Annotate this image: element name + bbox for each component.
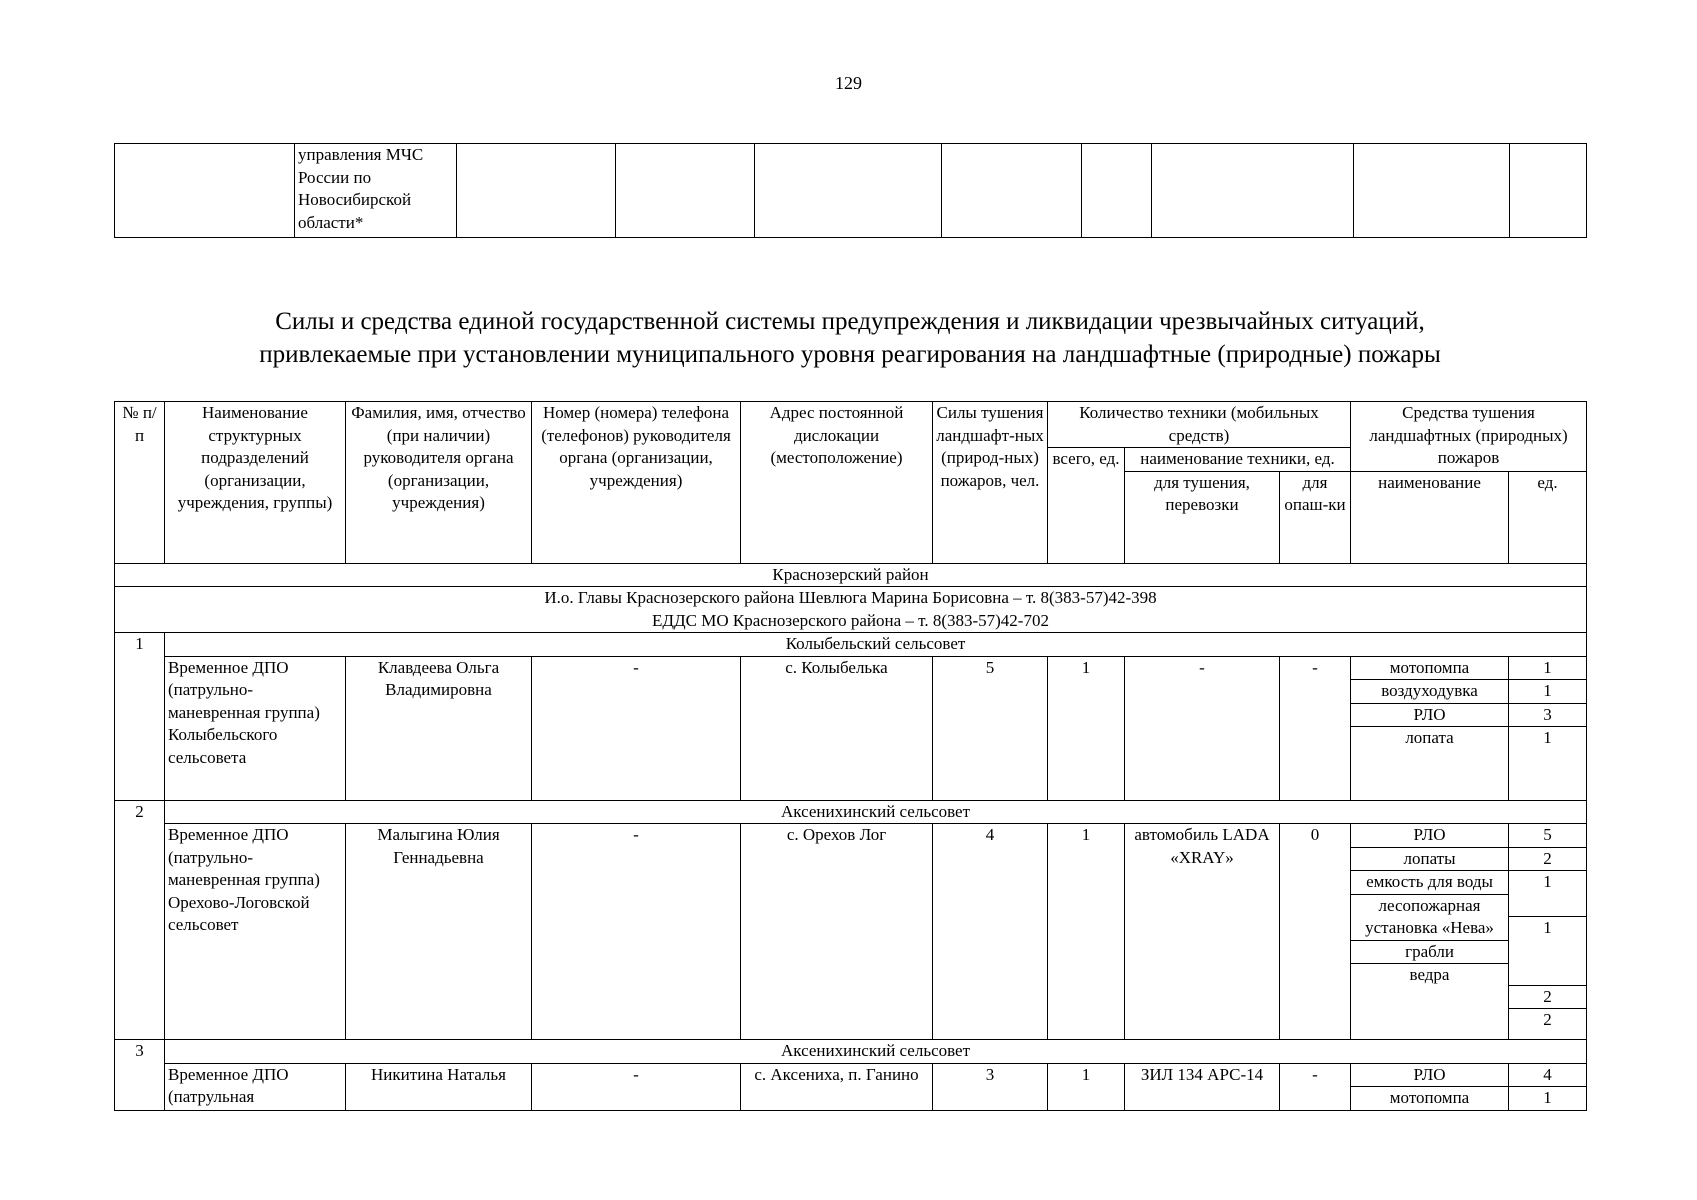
phone: - bbox=[532, 656, 741, 800]
means-item: ведра bbox=[1351, 963, 1508, 987]
header-vehicles: Количество техники (мобильных средств) bbox=[1048, 402, 1351, 448]
vehicles-plowing: 0 bbox=[1280, 824, 1351, 1040]
org-cell bbox=[295, 144, 457, 238]
header-total: всего, ед. bbox=[1048, 448, 1125, 564]
unit-name: Временное ДПО (патрульно-маневренная группа) Колыбельского сельсовета bbox=[165, 656, 346, 800]
council-name: Колыбельский сельсовет bbox=[165, 633, 1587, 657]
vehicles-total: 1 bbox=[1048, 1063, 1125, 1110]
continuation-table bbox=[114, 143, 1587, 238]
forces-count: 5 bbox=[933, 656, 1048, 800]
org-line: России по bbox=[298, 167, 372, 187]
header-vehicle-name: наименование техники, ед. bbox=[1125, 448, 1351, 472]
means-item: грабли bbox=[1351, 940, 1508, 964]
means-item: мотопомпа bbox=[1351, 1086, 1508, 1110]
means-qty: 1 bbox=[1509, 870, 1586, 916]
vehicles-total: 1 bbox=[1048, 656, 1125, 800]
phone: - bbox=[532, 1063, 741, 1110]
means-item: РЛО bbox=[1413, 825, 1446, 844]
address: с. Орехов Лог bbox=[741, 824, 933, 1040]
document-title bbox=[114, 305, 1586, 371]
continuation-row bbox=[115, 144, 1587, 238]
means-names bbox=[1351, 1063, 1509, 1110]
means-qty: 1 bbox=[1509, 916, 1586, 985]
means-qty: 2 bbox=[1509, 847, 1586, 871]
means-qtys bbox=[1509, 824, 1587, 1040]
means-names bbox=[1351, 656, 1509, 800]
address: с. Колыбелька bbox=[741, 656, 933, 800]
means-qty: 1 bbox=[1509, 679, 1586, 703]
forces-count: 4 bbox=[933, 824, 1048, 1040]
unit-name: Временное ДПО (патрульная bbox=[165, 1063, 346, 1110]
means-item: лопаты bbox=[1351, 847, 1508, 871]
means-qty: 1 bbox=[1509, 1086, 1586, 1110]
means-names bbox=[1351, 824, 1509, 1040]
vehicles-plowing: - bbox=[1280, 656, 1351, 800]
means-item: РЛО bbox=[1351, 703, 1508, 727]
means-qty: 4 bbox=[1543, 1064, 1552, 1084]
org-line: Новосибирской bbox=[298, 190, 412, 209]
header-extinguish: для тушения, перевозки bbox=[1125, 471, 1280, 563]
entry-num: 3 bbox=[115, 1040, 165, 1111]
header-head: Фамилия, имя, отчество (при наличии) руководителя органа (организации, учреждения) bbox=[346, 402, 532, 564]
means-item: лесопожарная установка «Нева» bbox=[1351, 894, 1508, 940]
means-qty: 2 bbox=[1509, 985, 1586, 1009]
vehicles-extinguish: ЗИЛ 134 АРС-14 bbox=[1125, 1063, 1280, 1110]
header-means: Средства тушения ландшафтных (природных) пожаров bbox=[1351, 402, 1587, 472]
header-phone: Номер (номера) телефона (телефонов) руководителя органа (организации, учреждения) bbox=[532, 402, 741, 564]
head-name: Клавдеева Ольга Владимировна bbox=[346, 656, 532, 800]
means-qty: 1 bbox=[1543, 657, 1552, 677]
means-qtys bbox=[1509, 656, 1587, 800]
phone: - bbox=[532, 824, 741, 1040]
forces-table bbox=[114, 401, 1587, 1111]
head-name: Малыгина Юлия Геннадьевна bbox=[346, 824, 532, 1040]
vehicles-extinguish: - bbox=[1125, 656, 1280, 800]
district-contact-edds: ЕДДС МО Краснозерского района – т. 8(383-57)42-702 bbox=[652, 610, 1049, 630]
vehicles-total: 1 bbox=[1048, 824, 1125, 1040]
means-item: лопата bbox=[1351, 726, 1508, 750]
means-qty: 2 bbox=[1509, 1008, 1586, 1032]
means-item: РЛО bbox=[1413, 1064, 1446, 1084]
header-means-name: наименование bbox=[1351, 471, 1509, 563]
org-line: управления МЧС bbox=[298, 145, 424, 164]
entry-num: 2 bbox=[115, 800, 165, 1040]
means-qty: 5 bbox=[1543, 825, 1552, 844]
address: с. Аксениха, п. Ганино bbox=[741, 1063, 933, 1110]
header-num: № п/п bbox=[115, 402, 165, 564]
head-name: Никитина Наталья bbox=[346, 1063, 532, 1110]
title-line-2: привлекаемые при установлении муниципального уровня реагирования на ландшафтные (природные) пожары bbox=[259, 341, 1441, 368]
district-contact-head: И.о. Главы Краснозерского района Шевлюга Марина Борисовна – т. 8(383-57)42-398 bbox=[544, 588, 1157, 607]
means-qty: 1 bbox=[1509, 726, 1586, 750]
means-qtys bbox=[1509, 1063, 1587, 1110]
header-forces: Силы тушения ландшафт-ных (природ-ных) пожаров, чел. bbox=[933, 402, 1048, 564]
district-contacts bbox=[115, 587, 1587, 633]
forces-count: 3 bbox=[933, 1063, 1048, 1110]
vehicles-plowing: - bbox=[1280, 1063, 1351, 1110]
vehicles-extinguish: автомобиль LADA «XRAY» bbox=[1125, 824, 1280, 1040]
header-means-unit: ед. bbox=[1509, 471, 1587, 563]
org-line: области* bbox=[298, 212, 364, 232]
page-number: 129 bbox=[835, 73, 862, 93]
header-plowing: для опаш-ки bbox=[1280, 471, 1351, 563]
council-name: Аксенихинский сельсовет bbox=[165, 1040, 1587, 1064]
district-name: Краснозерский район bbox=[115, 563, 1587, 587]
means-item: воздуходувка bbox=[1351, 679, 1508, 703]
header-unit: Наименование структурных подразделений (организации, учреждения, группы) bbox=[165, 402, 346, 564]
title-line-1: Силы и средства единой государственной системы предупреждения и ликвидации чрезвычайных ситуаций, bbox=[275, 308, 1425, 335]
means-item: емкость для воды bbox=[1351, 870, 1508, 894]
council-name: Аксенихинский сельсовет bbox=[165, 800, 1587, 824]
header-address: Адрес постоянной дислокации (местоположение) bbox=[741, 402, 933, 564]
entry-num: 1 bbox=[115, 633, 165, 801]
means-item: мотопомпа bbox=[1389, 657, 1470, 677]
unit-name: Временное ДПО (патрульно-маневренная группа) Орехово-Логовской сельсовет bbox=[165, 824, 346, 1040]
means-qty: 3 bbox=[1509, 703, 1586, 727]
